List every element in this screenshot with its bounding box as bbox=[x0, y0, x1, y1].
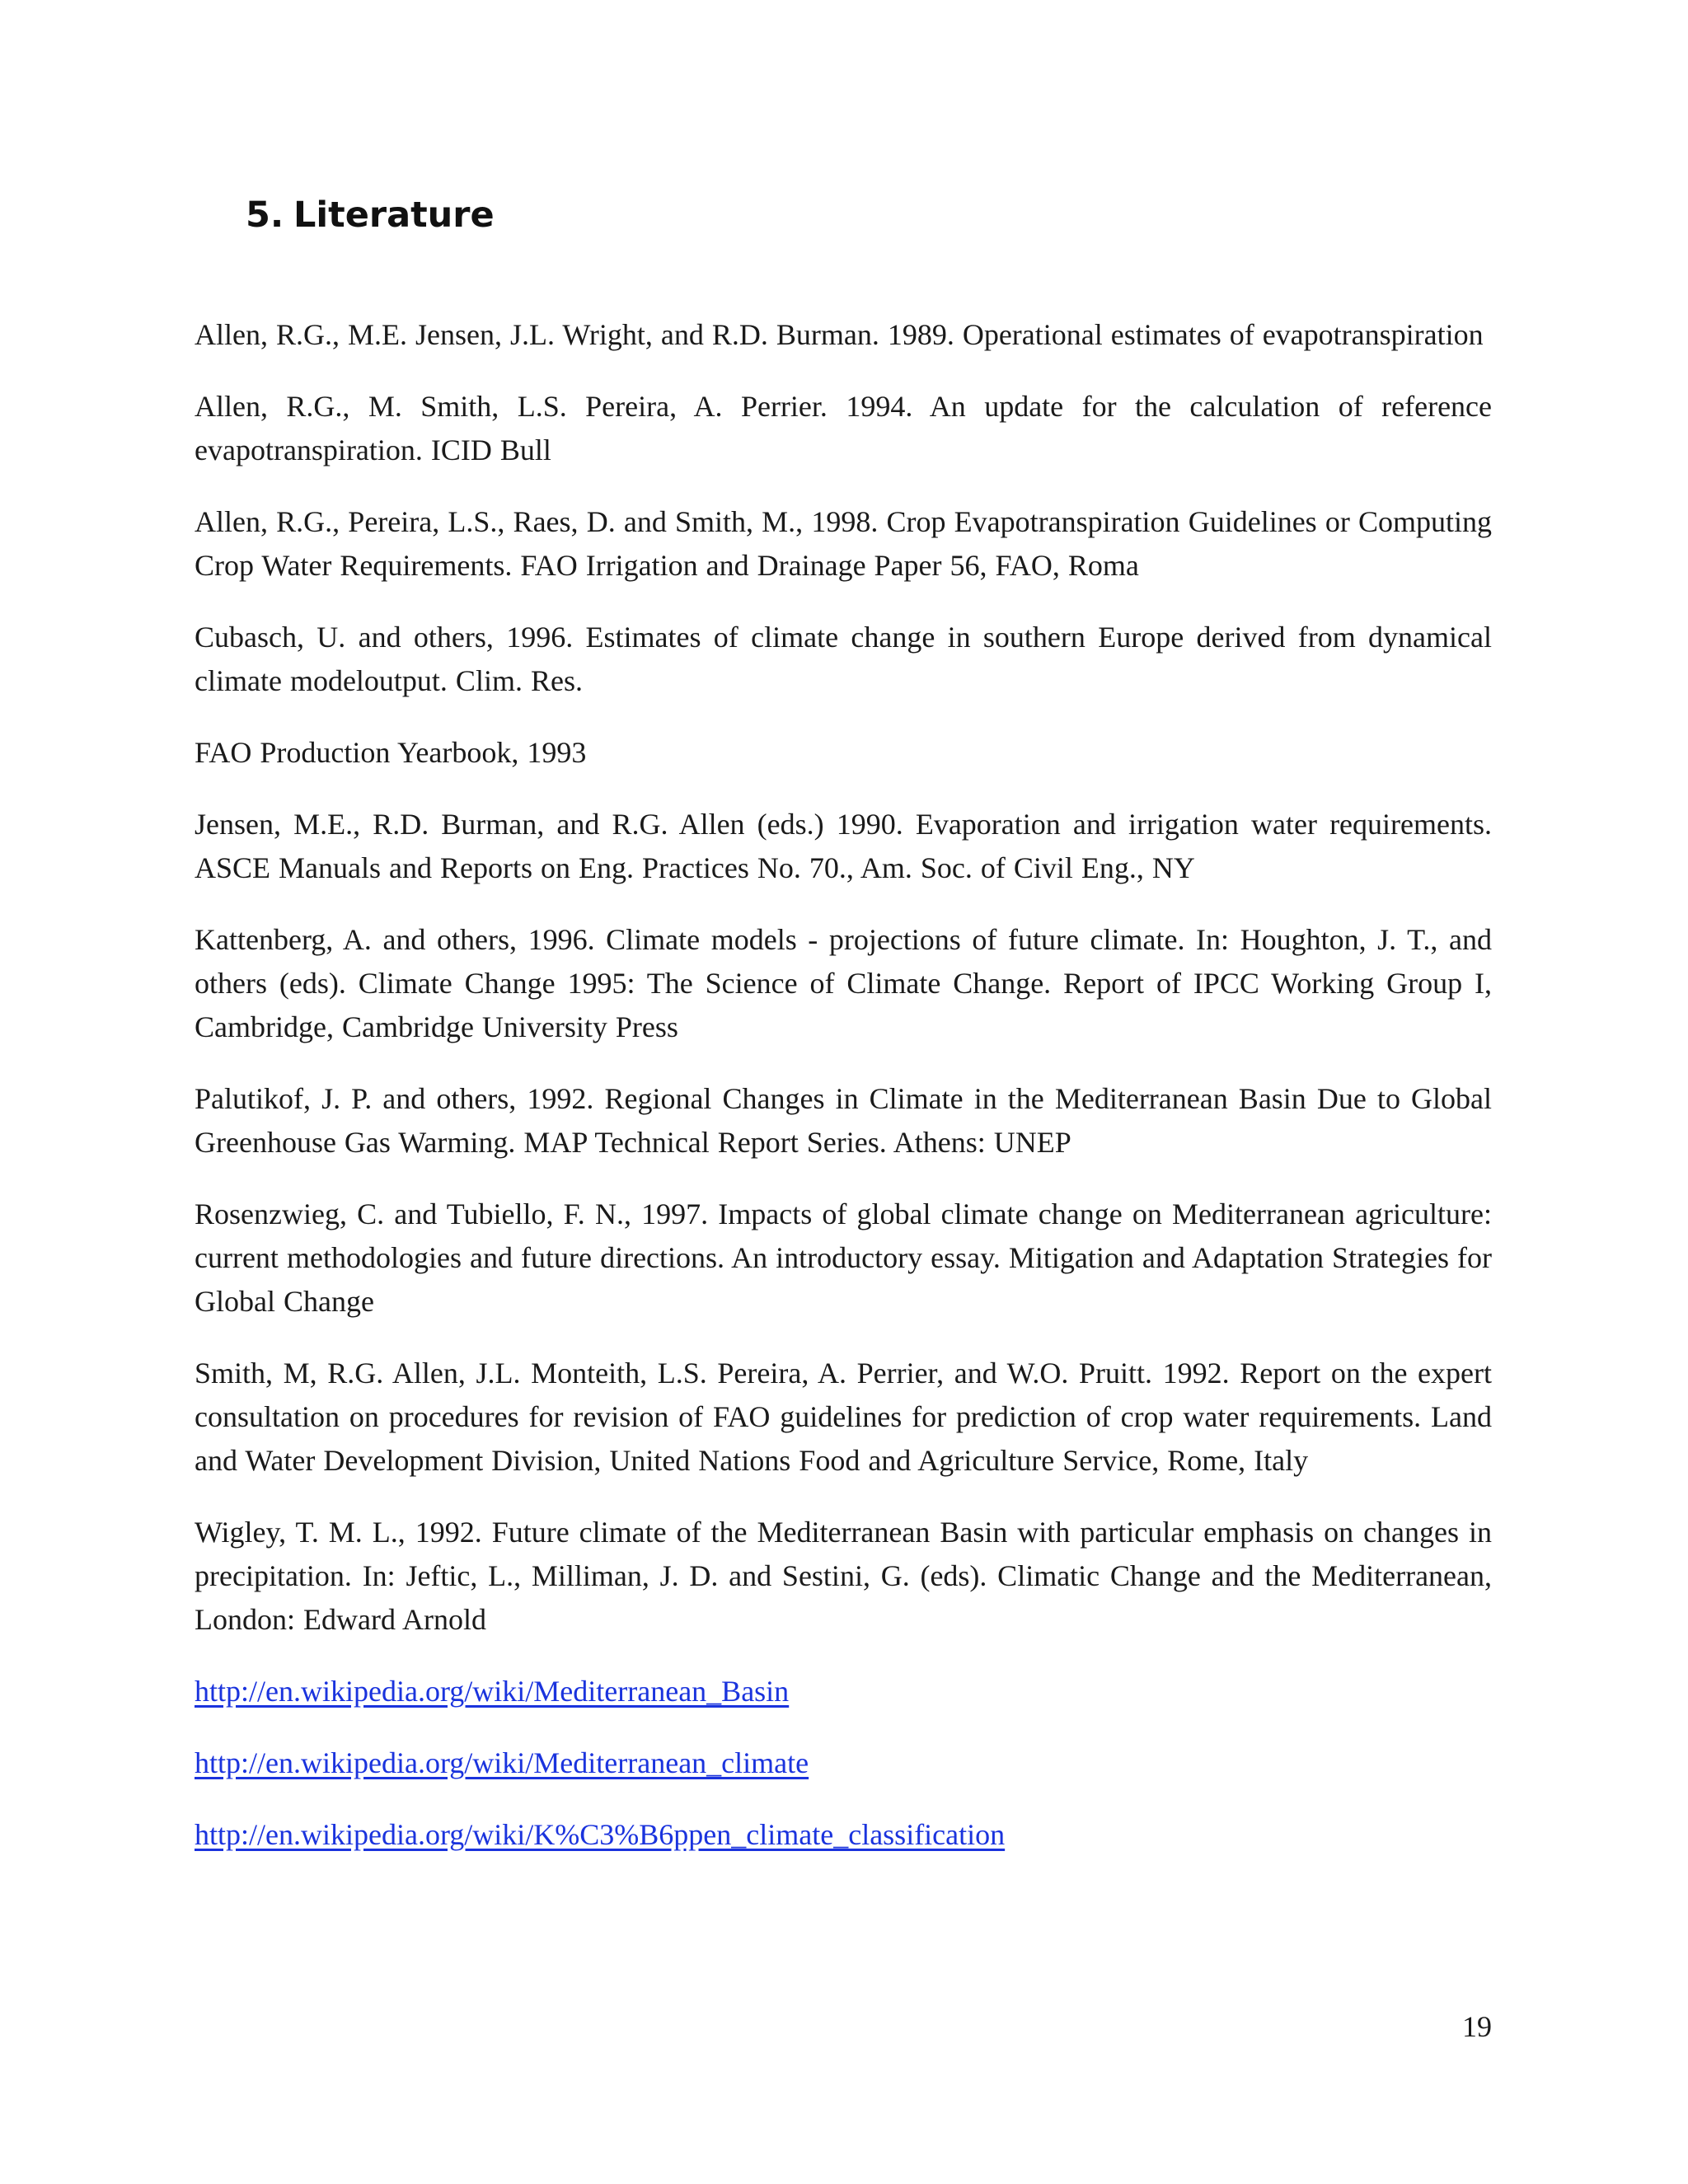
reference-item: Jensen, M.E., R.D. Burman, and R.G. Allen (eds.) 1990. Evaporation and irrigation water requirements. ASCE Manuals and Reports on Eng. Practices No. 70., Am. Soc. of Civil Eng., NY bbox=[195, 808, 1492, 884]
reference-item: Rosenzwieg, C. and Tubiello, F. N., 1997. Impacts of global climate change on Mediterranean agriculture: current methodologies and future directions. An introductory essay. Mitigation and Adaptation Strategies for Global Change bbox=[195, 1197, 1492, 1318]
reference-link-mediterranean-climate[interactable]: http://en.wikipedia.org/wiki/Mediterranean_climate bbox=[195, 1746, 809, 1779]
page-number: 19 bbox=[1462, 2010, 1492, 2043]
reference-item: Allen, R.G., M. Smith, L.S. Pereira, A. Perrier. 1994. An update for the calculation of reference evapotranspiration. ICID Bull bbox=[195, 390, 1492, 466]
reference-item: Smith, M, R.G. Allen, J.L. Monteith, L.S. Pereira, A. Perrier, and W.O. Pruitt. 1992. Report on the expert consultation on procedures for revision of FAO guidelines for prediction of crop water requirements. Land and Water Development Division, United Nations Food and Agriculture Service, Rome, Italy bbox=[195, 1357, 1492, 1477]
reference-item: Palutikof, J. P. and others, 1992. Regional Changes in Climate in the Mediterranean Basin Due to Global Greenhouse Gas Warming. MAP Technical Report Series. Athens: UNEP bbox=[195, 1082, 1492, 1159]
section-heading bbox=[246, 194, 495, 236]
reference-item: Wigley, T. M. L., 1992. Future climate of the Mediterranean Basin with particular emphasis on changes in precipitation. In: Jeftic, L., Milliman, J. D. and Sestini, G. (eds). Climatic Change and the Mediterranean, London: Edward Arnold bbox=[195, 1516, 1492, 1636]
reference-item: Cubasch, U. and others, 1996. Estimates of climate change in southern Europe derived from dynamical climate modeloutput. Clim. Res. bbox=[195, 621, 1492, 697]
reference-item: Allen, R.G., M.E. Jensen, J.L. Wright, and R.D. Burman. 1989. Operational estimates of evapotranspiration bbox=[195, 318, 1484, 351]
reference-link-koppen-classification[interactable]: http://en.wikipedia.org/wiki/K%C3%B6ppen_climate_classification bbox=[195, 1818, 1006, 1851]
reference-item: Allen, R.G., Pereira, L.S., Raes, D. and Smith, M., 1998. Crop Evapotranspiration Guidelines or Computing Crop Water Requirements. FAO Irrigation and Drainage Paper 56, FAO, Roma bbox=[195, 505, 1492, 582]
reference-item: Kattenberg, A. and others, 1996. Climate models - projections of future climate. In: Houghton, J. T., and others (eds). Climate Change 1995: The Science of Climate Change. Report of IPCC Working Group I, Cambridge, Cambridge University Press bbox=[195, 923, 1492, 1043]
reference-list bbox=[195, 313, 1492, 1885]
section-number: 5. bbox=[246, 194, 284, 236]
section-title: Literature bbox=[293, 194, 495, 236]
reference-item: FAO Production Yearbook, 1993 bbox=[195, 736, 587, 769]
reference-link-mediterranean-basin[interactable]: http://en.wikipedia.org/wiki/Mediterranean_Basin bbox=[195, 1675, 790, 1708]
